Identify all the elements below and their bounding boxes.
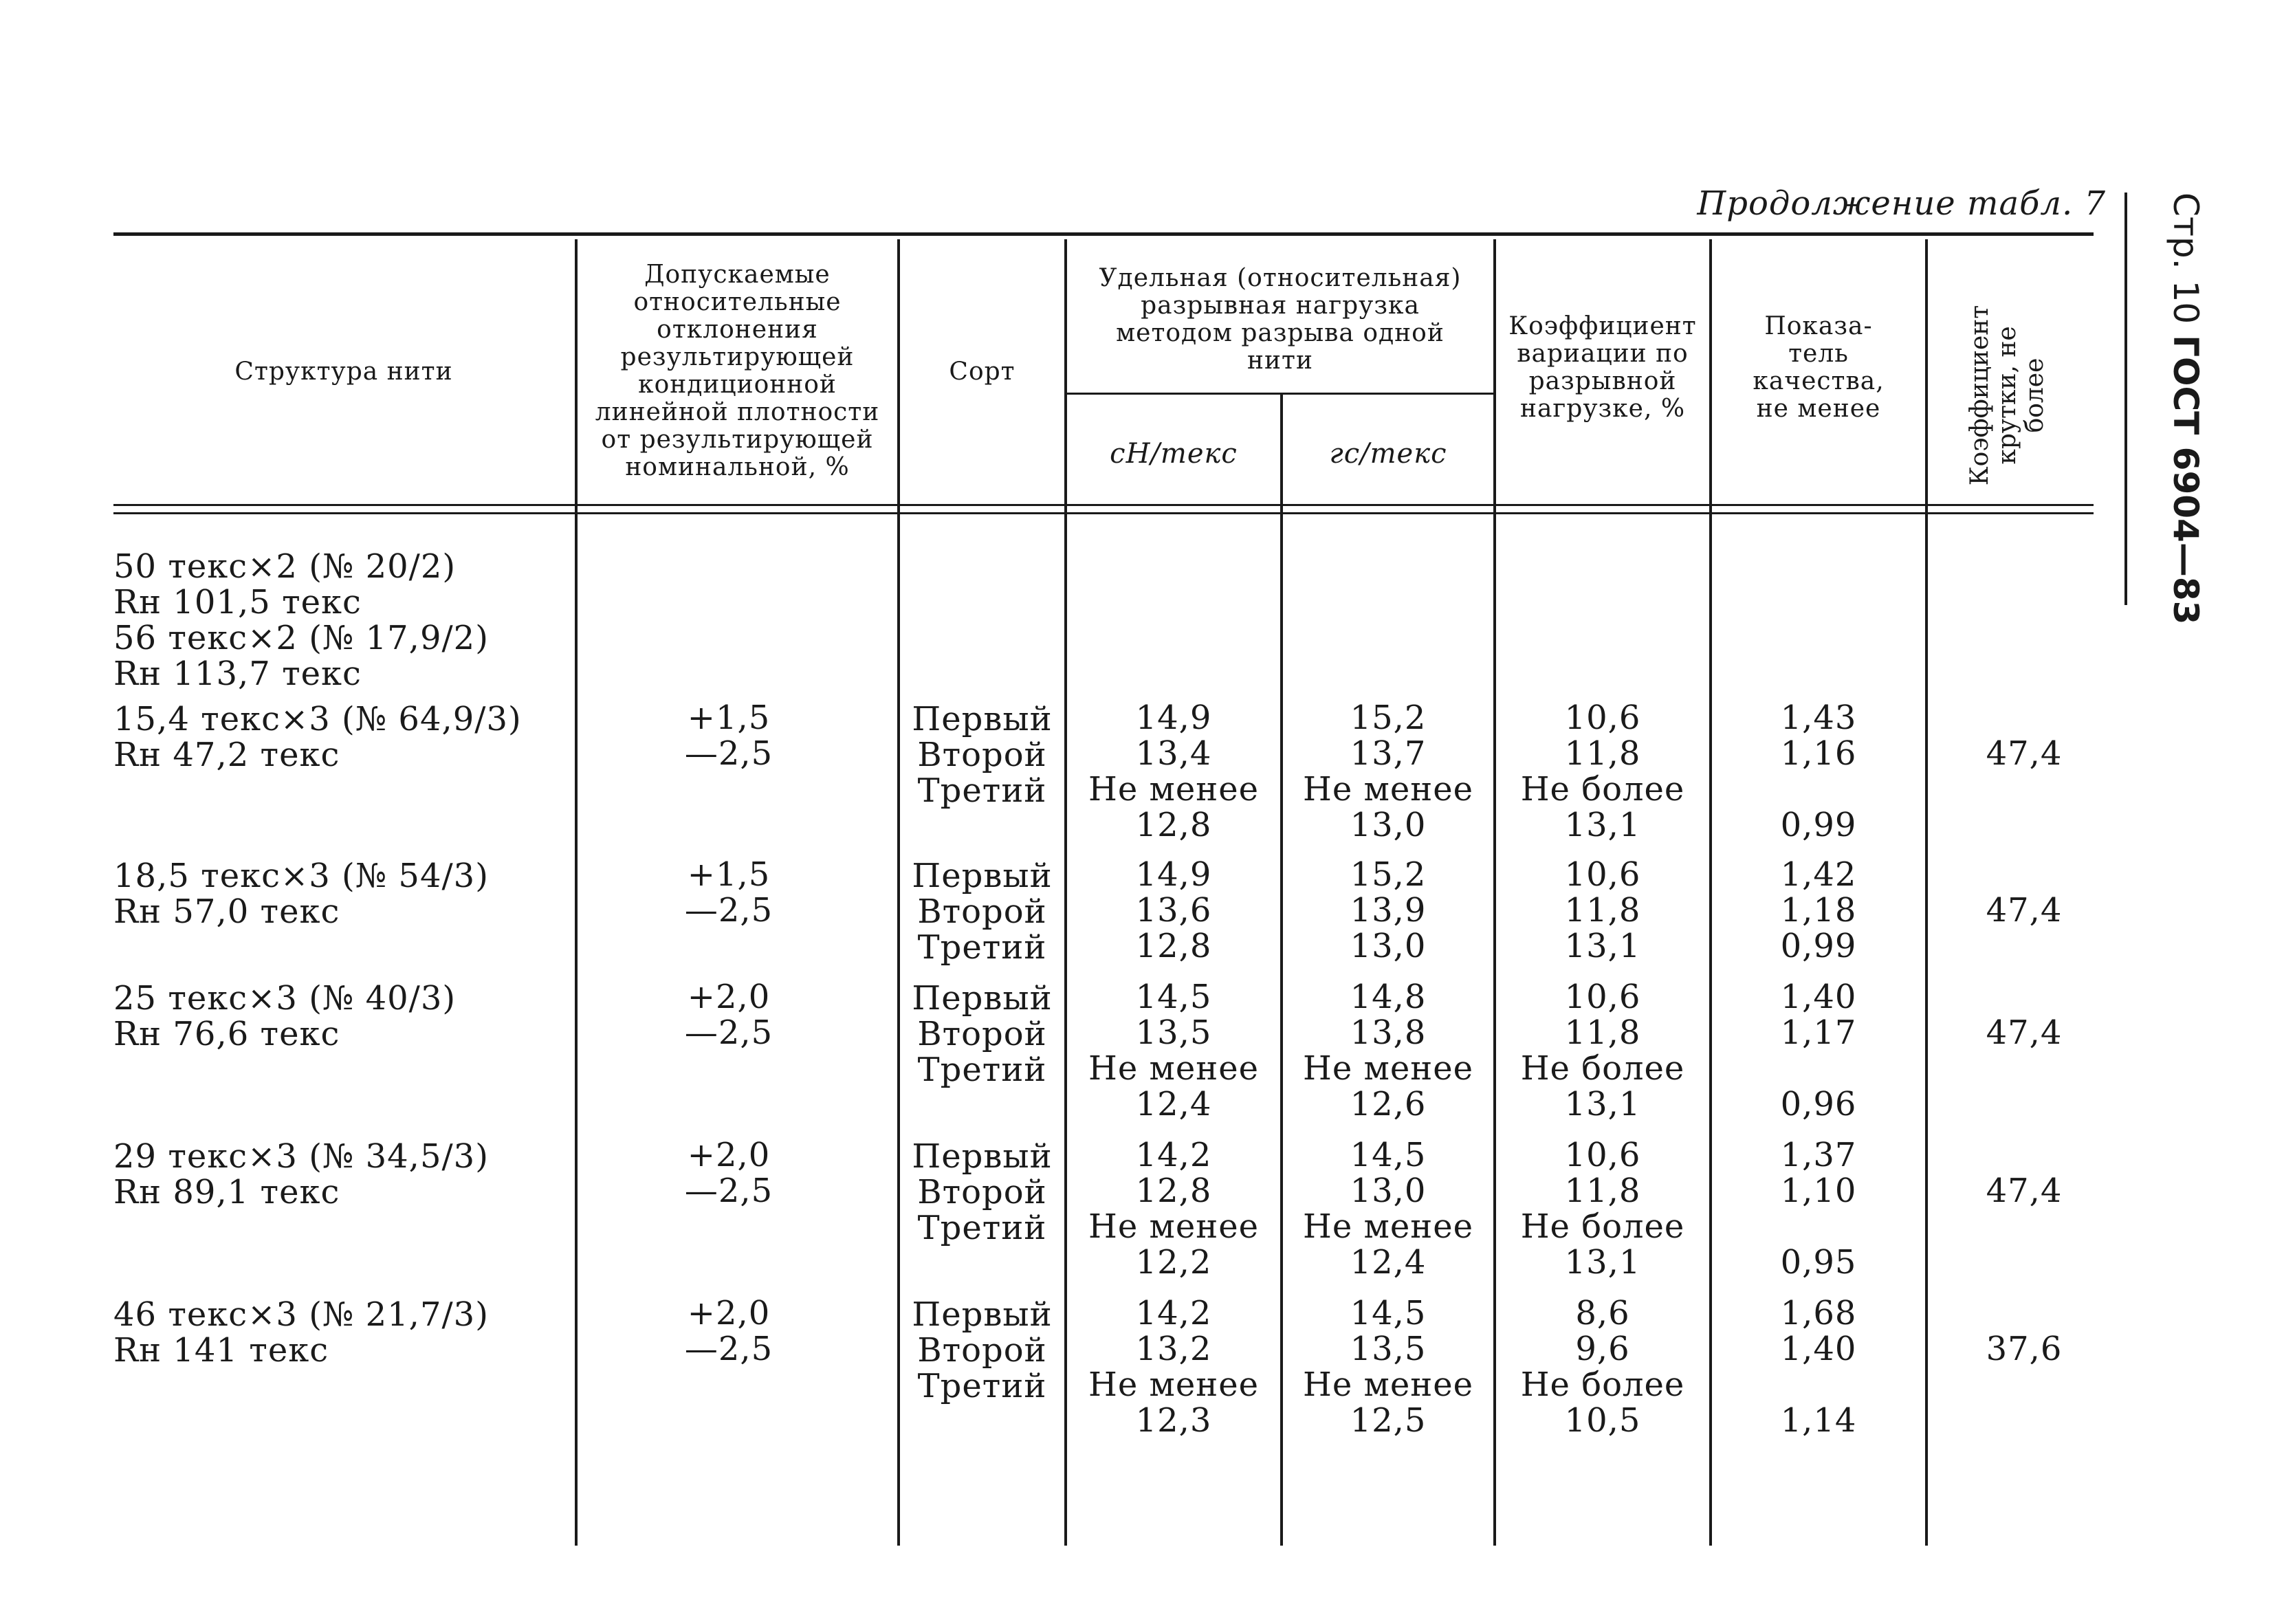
row-1-twist: 47,4	[1986, 734, 2063, 773]
row-3-gs: 14,8 13,8 Не менее 12,6	[1302, 978, 1474, 1123]
header-quality: Показа- тель качества, не менее	[1753, 312, 1885, 423]
header-load: Удельная (относительная) разрывная нагрузка методом разрыва одной нити	[1099, 264, 1462, 375]
row-3-cn: 14,5 13,5 Не менее 12,4	[1088, 978, 1260, 1123]
row-3-deviation: +2,0 —2,5	[684, 978, 773, 1052]
row-3-variation: 10,6 11,8 Не более 13,1	[1520, 978, 1685, 1123]
row-2-quality: 1,42 1,18 0,99	[1780, 855, 1857, 965]
header-deviation: Допускаемые относительные отклонения результирующей кондиционной линейной плотности от результирующей номинальной, %	[595, 261, 880, 481]
page-header-continuation: Продолжение табл. 7	[1697, 184, 2106, 223]
row-1-deviation: +1,5 —2,5	[684, 699, 773, 773]
header-structure: Структура нити	[234, 357, 453, 386]
row-4-deviation: +2,0 —2,5	[684, 1136, 773, 1210]
row-5-grades: Первый Второй Третий	[912, 1295, 1053, 1405]
row-4-structure: 29 текс×3 (№ 34,5/3) Rн 89,1 текс	[113, 1137, 489, 1211]
row-5-gs: 14,5 13,5 Не менее 12,5	[1302, 1294, 1474, 1440]
row-5-structure: 46 текс×3 (№ 21,7/3) Rн 141 текс	[113, 1295, 489, 1370]
row-3-grades: Первый Второй Третий	[912, 979, 1053, 1089]
page-number: Стр. 10	[2166, 193, 2206, 325]
header-load-gs: гс/текс	[1329, 438, 1447, 470]
row-1-grades: Первый Второй Третий	[912, 700, 1053, 810]
header-bottom-rule-2	[113, 512, 2094, 514]
row-4-quality: 1,37 1,10 0,95	[1780, 1136, 1857, 1282]
row-2-structure: 18,5 текс×3 (№ 54/3) Rн 57,0 текс	[113, 857, 489, 931]
row-1-variation: 10,6 11,8 Не более 13,1	[1520, 699, 1685, 844]
row-5-twist: 37,6	[1986, 1330, 2063, 1368]
row-4-variation: 10,6 11,8 Не более 13,1	[1520, 1136, 1685, 1282]
row-0-structure: 50 текс×2 (№ 20/2) Rн 101,5 текс 56 текс×2 (№ 17,9/2) Rн 113,7 текс	[113, 547, 489, 693]
header-load-cn: сН/текс	[1110, 438, 1238, 470]
row-4-grades: Первый Второй Третий	[912, 1137, 1053, 1247]
row-1-quality: 1,43 1,16 0,99	[1780, 699, 1857, 844]
row-1-structure: 15,4 текс×3 (№ 64,9/3) Rн 47,2 текс	[113, 700, 522, 774]
row-5-variation: 8,6 9,6 Не более 10,5	[1520, 1294, 1685, 1440]
row-5-deviation: +2,0 —2,5	[684, 1294, 773, 1368]
standard-number: ГОСТ 6904—83	[2166, 335, 2206, 625]
row-4-twist: 47,4	[1986, 1172, 2063, 1210]
row-1-cn: 14,9 13,4 Не менее 12,8	[1088, 699, 1260, 844]
row-5-quality: 1,68 1,40 1,14	[1780, 1294, 1857, 1440]
row-2-gs: 15,2 13,9 13,0	[1350, 855, 1427, 965]
header-grade: Сорт	[949, 357, 1015, 386]
row-2-variation: 10,6 11,8 13,1	[1564, 855, 1641, 965]
header-bottom-rule-1	[113, 504, 2094, 506]
table-top-rule	[113, 232, 2094, 236]
row-3-twist: 47,4	[1986, 1013, 2063, 1052]
row-3-quality: 1,40 1,17 0,96	[1780, 978, 1857, 1123]
row-4-gs: 14,5 13,0 Не менее 12,4	[1302, 1136, 1474, 1282]
row-2-grades: Первый Второй Третий	[912, 857, 1053, 967]
row-4-cn: 14,2 12,8 Не менее 12,2	[1088, 1136, 1260, 1282]
row-2-twist: 47,4	[1986, 891, 2063, 930]
header-variation: Коэффициент вариации по разрывной нагрузке, %	[1508, 312, 1697, 423]
header-twist: Коэффициент крутки, не более	[1966, 305, 2049, 486]
row-5-cn: 14,2 13,2 Не менее 12,3	[1088, 1294, 1260, 1440]
row-1-gs: 15,2 13,7 Не менее 13,0	[1302, 699, 1474, 844]
row-3-structure: 25 текс×3 (№ 40/3) Rн 76,6 текс	[113, 979, 457, 1053]
row-2-deviation: +1,5 —2,5	[684, 855, 773, 930]
row-2-cn: 14,9 13,6 12,8	[1135, 855, 1212, 965]
